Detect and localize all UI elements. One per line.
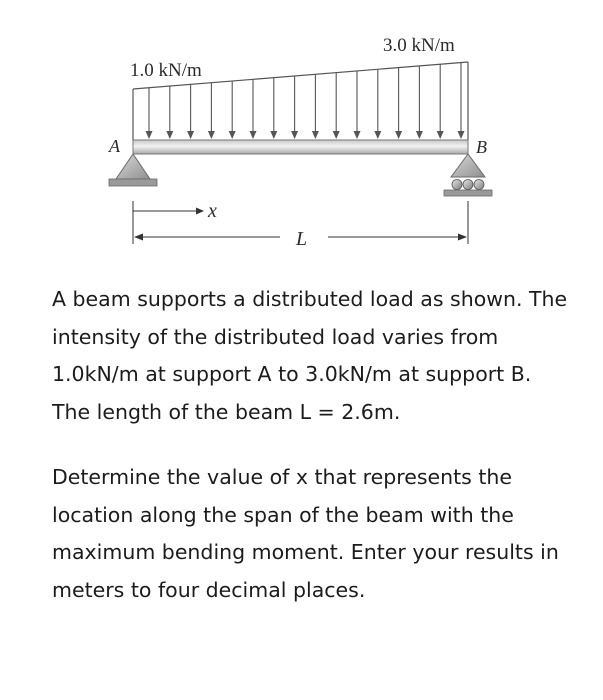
- load-arrow-head: [395, 131, 402, 139]
- load-arrow-head: [270, 131, 277, 139]
- roller-support-b: [444, 154, 492, 196]
- load-arrow-head: [437, 131, 444, 139]
- load-arrow-head: [187, 131, 194, 139]
- load-arrow-head: [416, 131, 423, 139]
- beam: [133, 140, 468, 154]
- load-arrow-head: [374, 131, 381, 139]
- load-arrow-head: [291, 131, 298, 139]
- load-intensity-left-label: 1.0 kN/m: [130, 60, 202, 81]
- load-arrow-head: [333, 131, 340, 139]
- beam-diagram: [0, 0, 603, 265]
- support-a-label: A: [109, 136, 120, 156]
- load-intensity-right-label: 3.0 kN/m: [383, 35, 455, 56]
- span-l-label: L: [296, 228, 308, 250]
- load-arrow-head: [208, 131, 215, 139]
- problem-statement: [52, 281, 572, 609]
- position-arrowhead: [196, 208, 204, 215]
- pin-support-a: [109, 154, 157, 186]
- problem-paragraph-question: Determine the value of x that represents the location along the span of the beam with the maximum bending moment. Enter your results in meters to four decimal places.: [52, 465, 559, 602]
- load-arrow-head: [354, 131, 361, 139]
- support-b-label: B: [476, 137, 487, 157]
- load-arrow-head: [166, 131, 173, 139]
- span-arrowhead-right: [458, 234, 467, 241]
- load-arrow-head: [250, 131, 257, 139]
- position-indicator: [133, 201, 204, 244]
- load-arrow-head: [146, 131, 153, 139]
- load-arrow-head: [229, 131, 236, 139]
- position-x-label: x: [208, 200, 217, 222]
- load-arrow-head: [312, 131, 319, 139]
- load-arrow-head: [458, 131, 465, 139]
- span-arrowhead-left: [134, 234, 143, 241]
- problem-paragraph-description: A beam supports a distributed load as shown. The intensity of the distributed load varies from 1.0kN/m at support A to 3.0kN/m at support B. The length of the beam L = 2.6m.: [52, 287, 568, 424]
